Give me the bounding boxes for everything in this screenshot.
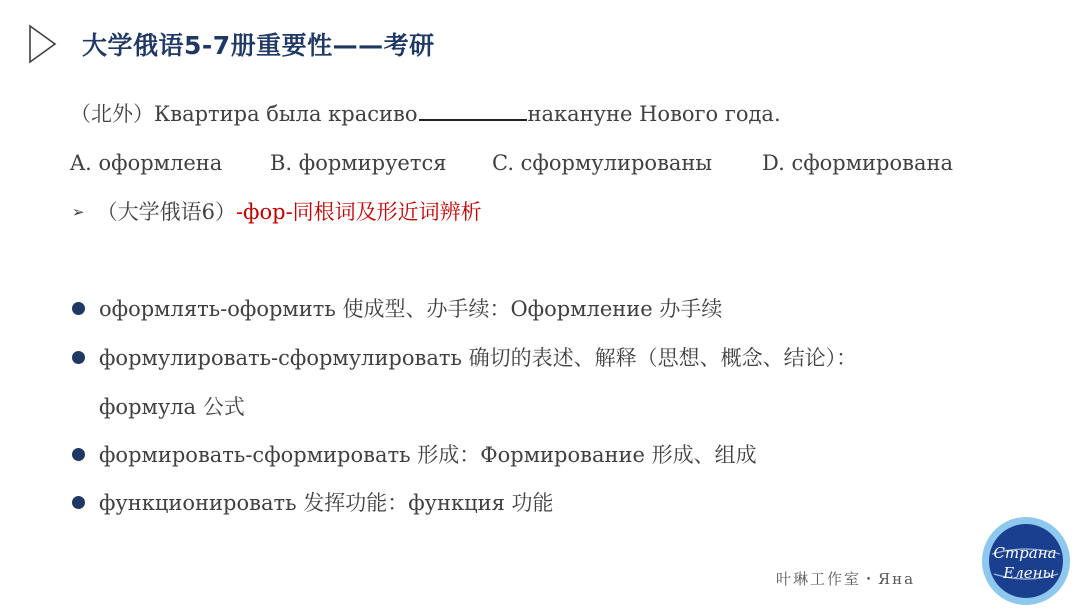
option-c: C. сформулированы [492,151,713,175]
bullet-dot-icon [72,496,85,509]
question-suffix: накануне Нового года. [527,102,781,126]
logo-line1: Страна [993,544,1057,562]
question-prefix: （北外）Квартира была красиво [70,102,418,126]
bullet-dot-icon [72,302,85,315]
bullet-text: функционировать 发挥功能：функция 功能 [99,491,554,515]
subpoint-line [72,197,482,227]
bullet-item [72,294,722,324]
options-line [70,148,953,178]
slide-title: 大学俄语5-7册重要性——考研 [82,31,435,60]
bullet-text: оформлять-оформить 使成型、办手续：Оформление 办手续 [99,297,723,321]
option-b: B. формируется [270,151,447,175]
question-line [70,99,781,129]
play-arrow-icon [28,24,58,64]
bullet-item [72,440,757,470]
answer-blank [419,99,527,121]
bullet-item [72,343,857,373]
bullet-dot-icon [72,351,85,364]
arrow-bullet-icon: ➢ [72,203,85,221]
subpoint-prefix: （大学俄语6） [96,200,236,224]
bullet-continuation: формула 公式 [99,395,245,419]
bullet-text: формировать-сформировать 形成：Формирование 形成、组成 [99,443,757,467]
bullet-text: формулировать-сформулировать 确切的表述、解释（思想、概念、结论）： [99,346,858,370]
title-row [28,24,435,64]
option-a: A. оформлена [70,151,223,175]
subpoint-highlight: -фор-同根词及形近词辨析 [235,200,482,224]
logo-line2: Елены [1003,564,1055,582]
option-d: D. сформирована [762,151,953,175]
studio-logo [978,514,1074,606]
footer-credit: 叶琳工作室・Яна [776,570,916,588]
bullet-item [72,488,554,518]
bullet-dot-icon [72,448,85,461]
